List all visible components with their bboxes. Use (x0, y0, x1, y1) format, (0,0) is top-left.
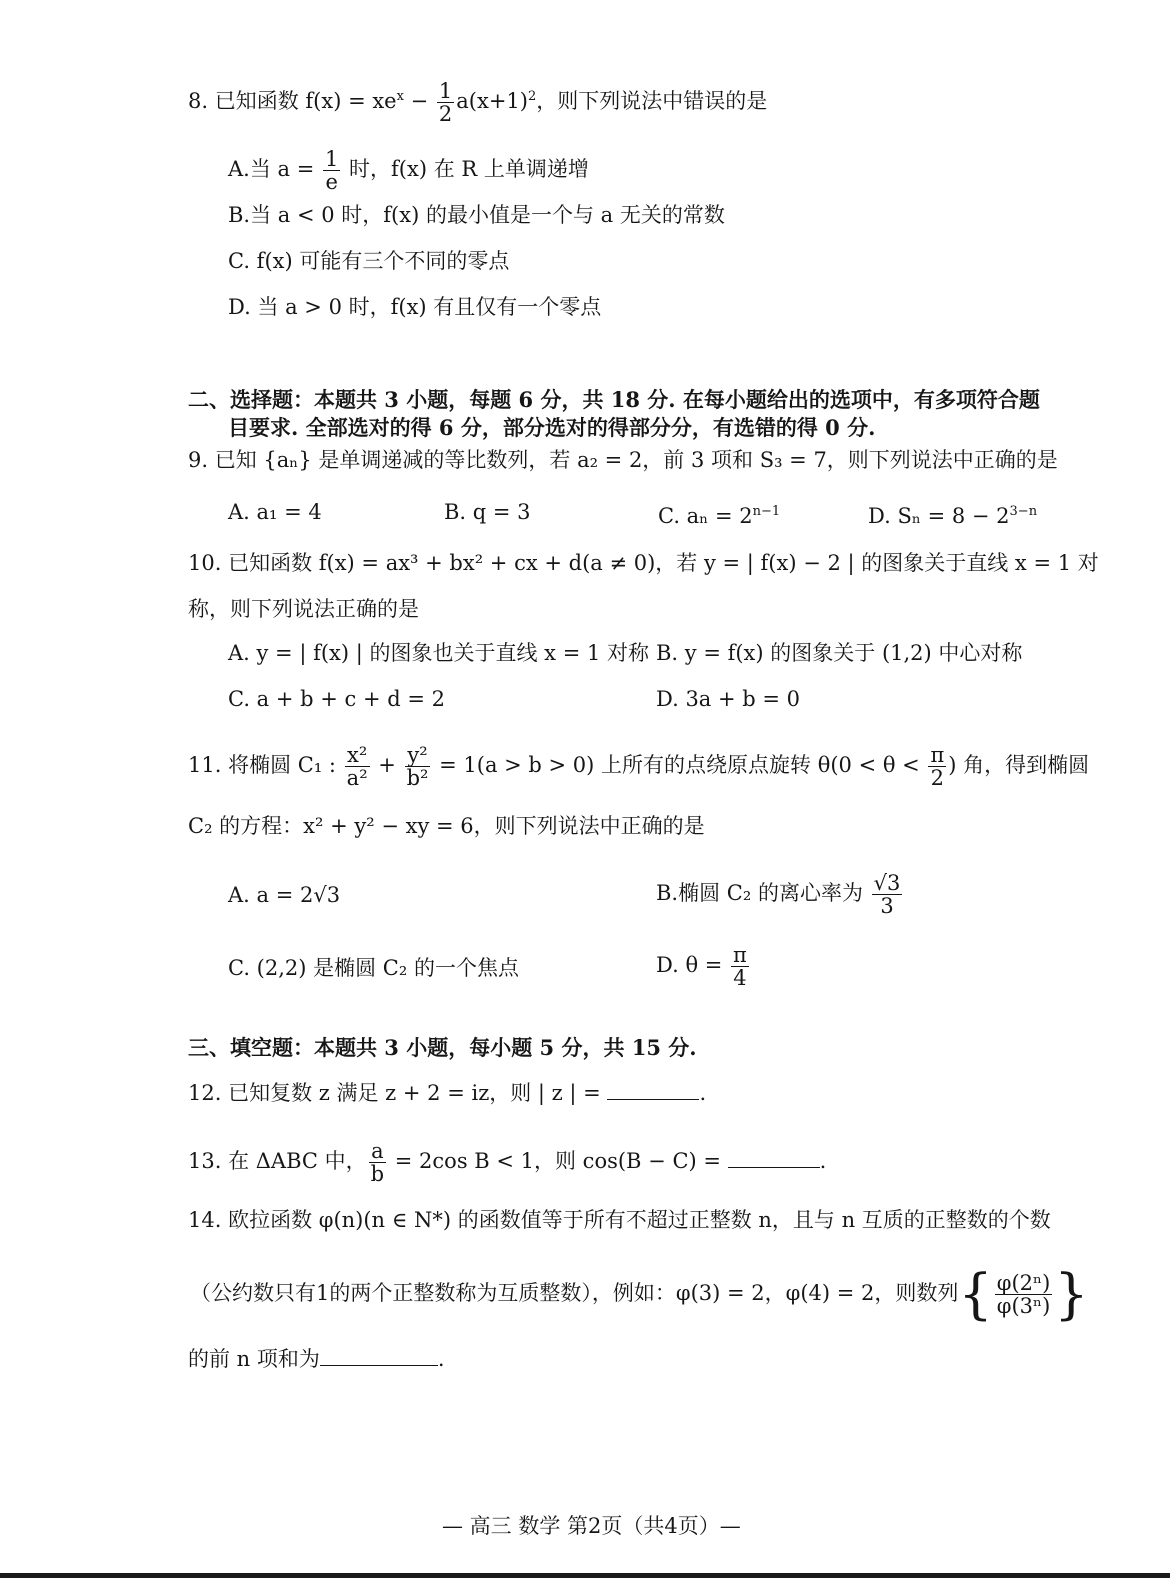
section-2-title-line1: 二、选择题：本题共 3 小题，每题 6 分，共 18 分. 在每小题给出的选项中，有多项符合题 (188, 387, 1040, 412)
q9-option-d-exponent: 3−n (1009, 504, 1038, 519)
fraction-numerator: y² (405, 744, 431, 767)
fraction-denominator: b (370, 1162, 385, 1187)
fraction-numerator: 1 (324, 147, 339, 171)
q11-stem-text: 11. 将椭圆 C₁ : (188, 753, 343, 778)
q11-y-fraction (405, 744, 431, 789)
q14-stem-line3 (188, 1345, 445, 1373)
q9-option-d-text: D. Sₙ = 8 − 2 (868, 504, 1010, 528)
q11-option-b (656, 872, 904, 917)
fraction-denominator: 3 (880, 894, 894, 919)
q14-stem-text: （公约数只有1的两个正整数称为互质整数），例如：φ(3) = 2，φ(4) = 2，则数列 (190, 1281, 959, 1306)
q13-answer-blank[interactable] (728, 1149, 820, 1168)
q13-stem-text: 13. 在 ΔABC 中， (188, 1149, 367, 1174)
q8-half-fraction (437, 80, 454, 125)
q8-option-a-text: A.当 a = (228, 157, 321, 182)
q11-option-c: C. (2,2) 是椭圆 C₂ 的一个焦点 (228, 956, 519, 980)
fraction-numerator: √3 (873, 871, 901, 895)
fraction-numerator: π (930, 743, 945, 767)
q8-exponent: 2 (528, 89, 537, 105)
fraction-denominator: a² (346, 766, 368, 791)
q14-stem-line1: 14. 欧拉函数 φ(n)(n ∈ N*) 的函数值等于所有不超过正整数 n，且与 n 互质的正整数的个数 (188, 1208, 1051, 1232)
q8-exponent: x (396, 89, 404, 105)
q10-option-a: A. y = | f(x) | 的图象也关于直线 x = 1 对称 (228, 641, 650, 665)
fraction-numerator: x² (345, 744, 370, 767)
q10-option-b: B. y = f(x) 的图象关于 (1,2) 中心对称 (656, 641, 1023, 665)
q11-option-b-fraction (872, 872, 903, 917)
q13-stem-text: . (819, 1149, 827, 1174)
q8-stem-part: 8. 已知函数 f(x) = xe (188, 89, 397, 114)
section-2-title-line2: 目要求. 全部选对的得 6 分，部分选对的得部分分，有选错的得 0 分. (228, 415, 876, 440)
q11-stem-text: + (371, 753, 403, 778)
q9-option-c-text: C. aₙ = 2 (658, 504, 753, 528)
q11-angle-fraction (928, 744, 946, 789)
q11-stem (188, 744, 1089, 789)
fraction-numerator: a (369, 1140, 386, 1163)
q9-option-b: B. q = 3 (444, 500, 531, 524)
q12-stem-text: . (699, 1081, 707, 1105)
q10-option-c: C. a + b + c + d = 2 (228, 687, 445, 711)
q11-option-d (656, 944, 751, 989)
q12-stem-text: 12. 已知复数 z 满足 z + 2 = iz，则 | z | = (188, 1081, 608, 1105)
q14-answer-blank[interactable] (320, 1347, 438, 1366)
q11-option-a: A. a = 2√3 (228, 883, 341, 907)
q12-stem (188, 1079, 706, 1107)
q8-option-a (228, 148, 589, 193)
scan-bottom-edge (0, 1573, 1170, 1578)
q13-stem (188, 1140, 826, 1185)
q8-option-b: B.当 a < 0 时，f(x) 的最小值是一个与 a 无关的常数 (228, 203, 725, 227)
q14-sequence-fraction (995, 1272, 1053, 1317)
fraction-denominator: e (325, 170, 338, 195)
q10-stem-line1: 10. 已知函数 f(x) = ax³ + bx² + cx + d(a ≠ 0)，若 y = | f(x) − 2 | 的图象关于直线 x = 1 对 (188, 551, 1099, 575)
q11-option-d-fraction (731, 944, 749, 989)
q13-stem-text: = 2cos B < 1，则 cos(B − C) = (388, 1149, 728, 1174)
q8-option-c: C. f(x) 可能有三个不同的零点 (228, 249, 510, 273)
q14-stem-text: . (437, 1347, 445, 1371)
q13-fraction (369, 1140, 386, 1185)
section-3-title: 三、填空题：本题共 3 小题，每小题 5 分，共 15 分. (188, 1035, 697, 1060)
q8-stem-part: − (403, 89, 435, 114)
q11-stem-text: ) 角，得到椭圆 (948, 753, 1090, 778)
q8-option-a-text: 时，f(x) 在 R 上单调递增 (342, 157, 589, 182)
q11-option-b-text: B.椭圆 C₂ 的离心率为 (656, 881, 870, 906)
q11-option-d-text: D. θ = (656, 953, 730, 978)
fraction-denominator: 4 (733, 966, 747, 991)
q11-x-fraction (345, 744, 370, 789)
q10-stem-line2: 称，则下列说法正确的是 (188, 597, 419, 621)
q8-stem-part: a(x+1) (456, 89, 528, 114)
q8-option-a-fraction (323, 148, 340, 193)
q14-stem-line2 (190, 1262, 1089, 1326)
fraction-numerator: π (733, 943, 747, 967)
fraction-numerator: 1 (438, 79, 453, 103)
q12-answer-blank[interactable] (607, 1081, 699, 1100)
q9-option-d (868, 498, 1037, 530)
q9-option-c-exponent: n−1 (752, 504, 781, 519)
q10-option-d: D. 3a + b = 0 (656, 687, 801, 711)
q14-stem-text: 的前 n 项和为 (188, 1347, 320, 1371)
fraction-numerator: φ(2ⁿ) (996, 1271, 1051, 1295)
q8-option-d: D. 当 a > 0 时，f(x) 有且仅有一个零点 (228, 295, 602, 319)
fraction-denominator: φ(3ⁿ) (996, 1294, 1051, 1319)
q9-stem: 9. 已知 {aₙ} 是单调递减的等比数列，若 a₂ = 2，前 3 项和 S₃ = 7，则下列说法中正确的是 (188, 448, 1058, 472)
right-brace: } (1054, 1262, 1089, 1326)
left-brace: { (958, 1262, 993, 1326)
fraction-denominator: 2 (930, 766, 945, 791)
q11-stem-text: = 1(a > b > 0) 上所有的点绕原点旋转 θ(0 < θ < (432, 753, 927, 778)
fraction-denominator: 2 (438, 102, 453, 127)
q8-stem (188, 80, 767, 125)
q9-option-a: A. a₁ = 4 (228, 500, 322, 524)
page-footer: — 高三 数学 第2页（共4页）— (442, 1514, 741, 1538)
q11-stem-line2: C₂ 的方程：x² + y² − xy = 6，则下列说法中正确的是 (188, 814, 705, 838)
q9-option-c (658, 498, 780, 530)
q8-stem-part: ，则下列说法中错误的是 (536, 89, 768, 114)
fraction-denominator: b² (406, 766, 429, 791)
